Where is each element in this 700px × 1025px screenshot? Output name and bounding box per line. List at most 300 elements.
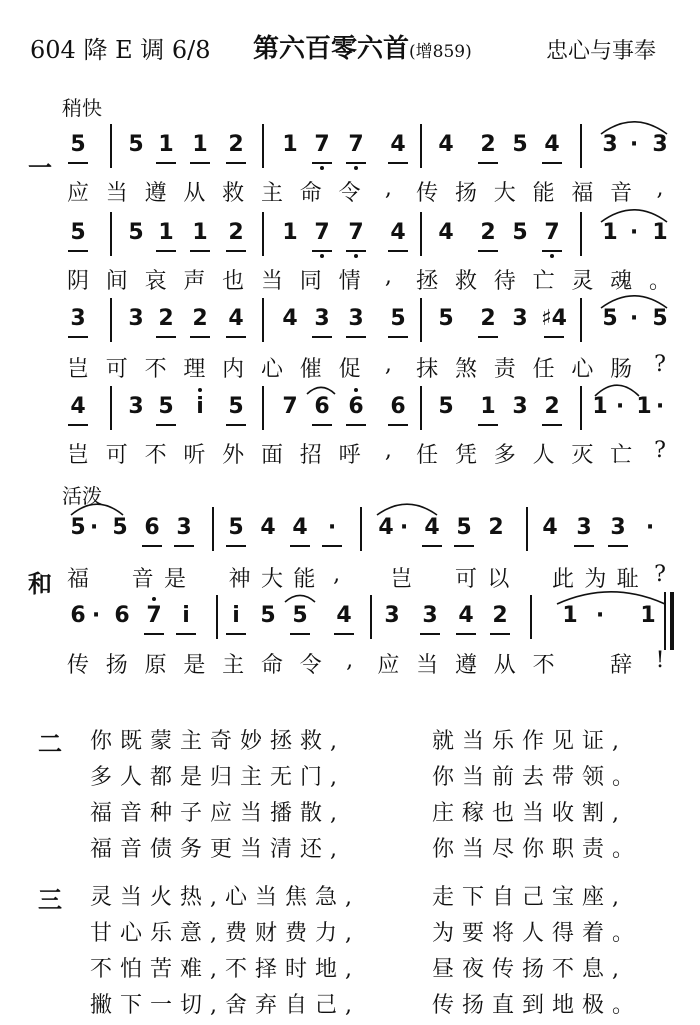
lyric-char: 亡: [532, 269, 555, 294]
note: 5: [451, 515, 477, 540]
hymn-category: 忠心与事奉: [546, 39, 657, 64]
notation-row: [0, 603, 700, 633]
lyric-char: ,: [333, 562, 341, 587]
lyric-char: 可: [105, 357, 128, 382]
beam: [68, 424, 88, 426]
tie-arc: [600, 116, 668, 136]
lyric-line: [0, 648, 700, 678]
beam: [478, 424, 498, 426]
note: 7: [309, 132, 335, 157]
note: 3: [128, 306, 144, 331]
notation-row: [0, 220, 700, 250]
beam: [312, 162, 332, 164]
beam: [542, 162, 562, 164]
bar-line: [420, 124, 422, 168]
note: 6: [139, 515, 165, 540]
note: ·: [89, 515, 99, 540]
note: 5: [438, 306, 454, 331]
beam: [226, 250, 246, 252]
verse-line-right: 你当前去带领。: [432, 765, 643, 790]
lyric-char: 煞: [454, 357, 477, 382]
bar-line: [580, 298, 582, 342]
octave-dot-below: [320, 166, 324, 170]
note: 7: [141, 603, 167, 628]
note: 5: [512, 220, 528, 245]
lyric-char: 催: [299, 357, 322, 382]
octave-dot-above: [354, 388, 358, 392]
tie-arc: [556, 586, 666, 606]
beam: [68, 336, 88, 338]
hymn-title: [253, 28, 472, 65]
lyric-char: 同: [299, 269, 322, 294]
note: 5: [70, 515, 86, 540]
verse-line-left: 福音债务更当清还,: [90, 837, 345, 862]
lyric-char: 拯: [416, 269, 439, 294]
bar-line: [420, 212, 422, 256]
lyric-char: 肠: [610, 357, 633, 382]
lyric-char: 听: [183, 443, 206, 468]
beam: [478, 162, 498, 164]
beam: [226, 545, 246, 547]
bar-line: [262, 298, 264, 342]
verse-line-left: 福音种子应当播散,: [90, 801, 345, 826]
lyric-char: 呼: [338, 443, 361, 468]
octave-dot-above: [152, 597, 156, 601]
lyric-char: ,: [384, 438, 392, 463]
note: 4: [438, 220, 454, 245]
verse-line-right: 就当乐作见证,: [432, 729, 627, 754]
beam: [542, 424, 562, 426]
bar-line: [262, 124, 264, 168]
beam: [346, 250, 366, 252]
lyric-char: 应: [377, 653, 400, 678]
verse-line-left: 灵当火热,心当焦急,: [90, 885, 360, 910]
tie-arc: [600, 290, 668, 310]
lyric-char: 主: [222, 653, 245, 678]
note: ·: [595, 603, 605, 628]
note: 1: [592, 394, 608, 419]
note: 1: [187, 132, 213, 157]
beam: [290, 633, 310, 635]
note: 4: [438, 132, 454, 157]
note: 5: [128, 220, 144, 245]
verse-line-left: 你既蒙主奇妙拯救,: [90, 729, 345, 754]
final-bar-thick: [670, 592, 674, 650]
tie-arc: [376, 499, 438, 517]
notation-row: [0, 306, 700, 336]
bar-line: [420, 298, 422, 342]
lyric-char: 当: [105, 181, 128, 206]
lyric-char: 促: [338, 357, 361, 382]
note: i: [223, 603, 249, 628]
note: 6: [309, 394, 335, 419]
beam: [226, 424, 246, 426]
note: 2: [223, 132, 249, 157]
beam: [478, 336, 498, 338]
lyric-char: 岂: [66, 357, 89, 382]
octave-dot-below: [320, 254, 324, 258]
lyric-char: 应: [66, 181, 89, 206]
lyric-char: 从: [183, 181, 206, 206]
lyric-char: 亡: [610, 443, 633, 468]
note: 3: [309, 306, 335, 331]
note: 4: [282, 306, 298, 331]
note: 5: [260, 603, 276, 628]
verse-line-left: 甘心乐意,费财费力,: [90, 921, 360, 946]
verse-line-left: 多人都是归主无门,: [90, 765, 345, 790]
lyric-char: 传: [416, 181, 439, 206]
note: 1: [153, 220, 179, 245]
lyric-char: 灭: [571, 443, 594, 468]
note: 5: [65, 220, 91, 245]
bar-line: [526, 507, 528, 551]
lyric-char: 音: [610, 181, 633, 206]
note: 2: [223, 220, 249, 245]
beam: [176, 633, 196, 635]
verse-line-left: 撇下一切,舍弃自己,: [90, 993, 360, 1018]
beam: [574, 545, 594, 547]
note: 6: [114, 603, 130, 628]
lyric-char: 从: [493, 653, 516, 678]
hymn-title-sub: (增859): [409, 42, 472, 62]
note: ·: [629, 220, 639, 245]
lyric-char: 以: [487, 567, 510, 592]
beam: [226, 633, 246, 635]
bar-line: [110, 386, 112, 430]
beam: [156, 336, 176, 338]
note: ·: [645, 515, 655, 540]
note: 7: [539, 220, 565, 245]
beam: [346, 162, 366, 164]
lyric-char: 耻: [616, 567, 639, 592]
beam: [156, 424, 176, 426]
note: 7: [309, 220, 335, 245]
note: 1: [282, 220, 298, 245]
beam: [346, 424, 366, 426]
note: 4: [542, 515, 558, 540]
lyric-char: 救: [454, 269, 477, 294]
verse-line-right: 昼夜传扬不息,: [432, 957, 627, 982]
hymn-number-key: 604 降 E 调 6/8: [30, 36, 211, 64]
note: ·: [615, 394, 625, 419]
lyric-char: 音: [131, 567, 154, 592]
note: 3: [571, 515, 597, 540]
lyric-char: 魂: [610, 269, 633, 294]
note: 1: [282, 132, 298, 157]
note: ·: [91, 603, 101, 628]
tempo-marking: 稍快: [62, 96, 102, 120]
lyric-char: 救: [222, 181, 245, 206]
lyric-char: 扬: [454, 181, 477, 206]
note: 3: [652, 132, 668, 157]
lyric-char: ,: [656, 176, 664, 201]
lyric-char: 是: [163, 567, 186, 592]
lyric-char: 不: [144, 357, 167, 382]
lyric-char: 当: [260, 269, 283, 294]
lyric-char: 可: [454, 567, 477, 592]
lyric-char: 内: [222, 357, 245, 382]
note: 4: [453, 603, 479, 628]
lyric-char: 任: [532, 357, 555, 382]
note: ·: [399, 515, 409, 540]
lyric-char: ,: [384, 176, 392, 201]
verse-line-right: 为要将人得着。: [432, 921, 643, 946]
note: 5: [385, 306, 411, 331]
beam: [346, 336, 366, 338]
lyric-char: 传: [66, 653, 89, 678]
beam: [322, 545, 342, 547]
note: 4: [287, 515, 313, 540]
beam: [156, 250, 176, 252]
note: 1: [652, 220, 668, 245]
bar-line: [530, 595, 532, 639]
lyric-char: 大: [493, 181, 516, 206]
lyric-char: 任: [416, 443, 439, 468]
note: 5: [287, 603, 313, 628]
lyric-char: 不: [144, 443, 167, 468]
bar-line: [420, 386, 422, 430]
beam: [290, 545, 310, 547]
tempo-marking-chorus: 活泼: [62, 484, 102, 508]
verse-line-right: 庄稼也当收割,: [432, 801, 627, 826]
beam: [388, 336, 408, 338]
note: 4: [419, 515, 445, 540]
note: 7: [343, 132, 369, 157]
note: 2: [475, 306, 501, 331]
beam: [388, 162, 408, 164]
note: 3: [512, 394, 528, 419]
lyric-char: 能: [293, 567, 316, 592]
bar-line: [212, 507, 214, 551]
lyric-char: 为: [584, 567, 607, 592]
lyric-char: 阴: [66, 269, 89, 294]
note: 6: [343, 394, 369, 419]
bar-line: [110, 212, 112, 256]
verse-line-right: 走下自己宝座,: [432, 885, 627, 910]
note: 1: [153, 132, 179, 157]
note: 2: [487, 603, 513, 628]
note: 1: [640, 603, 656, 628]
beam: [226, 336, 246, 338]
beam: [144, 633, 164, 635]
beam: [68, 162, 88, 164]
beam: [388, 250, 408, 252]
note: 1: [187, 220, 213, 245]
lyric-char: 福: [66, 567, 89, 592]
lyric-char: 岂: [66, 443, 89, 468]
beam: [490, 633, 510, 635]
lyric-char: 声: [183, 269, 206, 294]
note: 2: [187, 306, 213, 331]
note: 3: [171, 515, 197, 540]
lyric-char: 不: [532, 653, 555, 678]
note: 4: [260, 515, 276, 540]
beam: [388, 424, 408, 426]
tie-arc: [600, 204, 668, 224]
beam: [226, 162, 246, 164]
beam: [68, 250, 88, 252]
note: 4: [385, 132, 411, 157]
tie-arc: [306, 384, 336, 396]
lyric-char: 是: [183, 653, 206, 678]
lyric-char: 主: [260, 181, 283, 206]
lyric-char: 凭: [454, 443, 477, 468]
note: 5: [223, 394, 249, 419]
lyric-char: 神: [228, 567, 251, 592]
lyric-line: [0, 352, 700, 382]
lyric-char: 遵: [144, 181, 167, 206]
lyric-char: 心: [260, 357, 283, 382]
beam: [142, 545, 162, 547]
beam: [478, 250, 498, 252]
note: 1: [475, 394, 501, 419]
note: 1: [562, 603, 578, 628]
beam: [544, 336, 564, 338]
note: 3: [65, 306, 91, 331]
lyric-char: 哀: [144, 269, 167, 294]
note: 4: [378, 515, 394, 540]
lyric-char: 遵: [454, 653, 477, 678]
tie-arc: [284, 592, 316, 604]
bar-line: [216, 595, 218, 639]
lyric-char: 招: [299, 443, 322, 468]
verse-mark: 三: [38, 886, 62, 914]
lyric-char: 面: [260, 443, 283, 468]
lyric-char: 多: [493, 443, 516, 468]
note: ·: [629, 132, 639, 157]
lyric-char: 大: [260, 567, 283, 592]
octave-dot-below: [354, 254, 358, 258]
note: 2: [539, 394, 565, 419]
tie-arc: [70, 499, 124, 517]
note: 6: [385, 394, 411, 419]
note: 1: [636, 394, 652, 419]
bar-line: [110, 298, 112, 342]
note: 2: [475, 220, 501, 245]
note: 4: [65, 394, 91, 419]
lyric-line: [0, 438, 700, 468]
beam: [312, 250, 332, 252]
note: 5: [652, 306, 668, 331]
lyric-char: 命: [299, 181, 322, 206]
beam: [456, 633, 476, 635]
note: i: [173, 603, 199, 628]
bar-line: [580, 212, 582, 256]
notation-row: [0, 132, 700, 162]
lyric-char: ?: [654, 562, 666, 587]
octave-dot-below: [354, 166, 358, 170]
lyric-char: 间: [105, 269, 128, 294]
bar-line: [370, 595, 372, 639]
note: ·: [629, 306, 639, 331]
lyric-char: ,: [384, 352, 392, 377]
lyric-char: 外: [222, 443, 245, 468]
note: 6: [70, 603, 86, 628]
note: 3: [384, 603, 400, 628]
lyric-char: ?: [654, 352, 666, 377]
lyric-char: 扬: [105, 653, 128, 678]
lyric-char: 当: [416, 653, 439, 678]
beam: [420, 633, 440, 635]
note: 5: [223, 515, 249, 540]
lyric-char: 能: [532, 181, 555, 206]
note: 5: [65, 132, 91, 157]
lyric-char: ,: [346, 648, 354, 673]
bar-line: [262, 386, 264, 430]
bar-line: [360, 507, 362, 551]
note: 4: [331, 603, 357, 628]
note: 5: [128, 132, 144, 157]
note: 4: [539, 132, 565, 157]
note: i: [187, 394, 213, 419]
beam: [334, 633, 354, 635]
note: 2: [475, 132, 501, 157]
bar-line: [580, 386, 582, 430]
lyric-char: 原: [144, 653, 167, 678]
lyric-char: 岂: [390, 567, 413, 592]
verse-line-right: 传扬直到地极。: [432, 993, 643, 1018]
octave-dot-below: [550, 254, 554, 258]
note: 7: [282, 394, 298, 419]
note: 4: [223, 306, 249, 331]
verse-line-left: 不怕苦难,不择时地,: [90, 957, 360, 982]
note: 7: [343, 220, 369, 245]
note: 3: [417, 603, 443, 628]
chorus-mark: 和: [28, 570, 52, 598]
beam: [312, 336, 332, 338]
lyric-char: !: [655, 648, 665, 673]
lyric-char: ?: [654, 438, 666, 463]
lyric-char: 情: [338, 269, 361, 294]
lyric-char: 灵: [571, 269, 594, 294]
octave-dot-above: [198, 388, 202, 392]
note: 3: [512, 306, 528, 331]
lyric-char: ,: [384, 264, 392, 289]
beam: [542, 250, 562, 252]
bar-line: [262, 212, 264, 256]
verse-line-right: 你当尽你职责。: [432, 837, 643, 862]
lyric-char: 令: [338, 181, 361, 206]
bar-line: [110, 124, 112, 168]
lyric-char: 也: [222, 269, 245, 294]
lyric-char: 可: [105, 443, 128, 468]
lyric-char: 令: [299, 653, 322, 678]
note: 3: [602, 132, 618, 157]
hymn-title-main: 第六百零六首: [253, 34, 410, 64]
lyric-char: 此: [551, 567, 574, 592]
note: 5: [512, 132, 528, 157]
notation-row: [0, 394, 700, 424]
tie-arc: [594, 380, 640, 398]
beam: [422, 545, 442, 547]
beam: [312, 424, 332, 426]
notation-row: [0, 515, 700, 545]
lyric-char: 福: [571, 181, 594, 206]
beam: [156, 162, 176, 164]
verse-mark: 二: [38, 730, 62, 758]
lyric-char: 。: [648, 269, 671, 294]
beam: [174, 545, 194, 547]
beam: [454, 545, 474, 547]
lyric-char: 待: [493, 269, 516, 294]
lyric-line: [0, 176, 700, 206]
note: 5: [602, 306, 618, 331]
lyric-char: 心: [571, 357, 594, 382]
note: 3: [343, 306, 369, 331]
note: 5: [112, 515, 128, 540]
lyric-char: 命: [260, 653, 283, 678]
lyric-char: 辞: [610, 653, 633, 678]
